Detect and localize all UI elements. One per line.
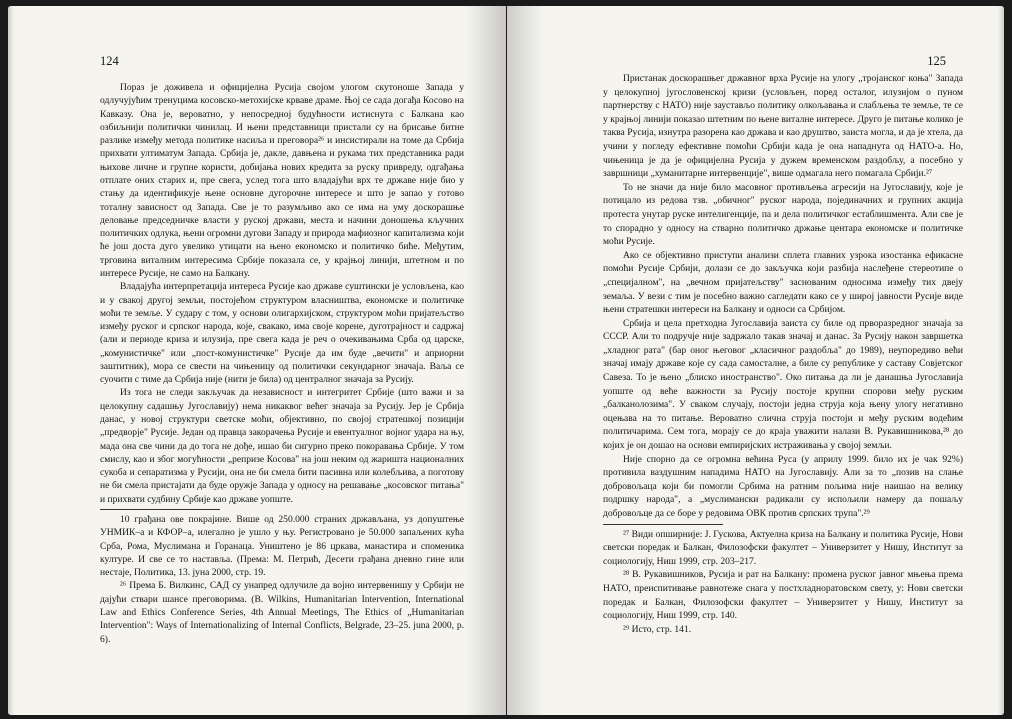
paragraph: Владајућа интерпретација интереса Русије као државе суштински је условљена, као и у свакој другој земљи, постојећом структуром власништва, економске и политичке моћи те земље. У судару с том, у основи олигархијском, структуром моћи пријатељство између руског и српског народа, које, свакако, има своје корене, дуготрајност и садржај (али и периоде криза и илузија, пре свега када је реч о очекивањима Срба од царске, „комунистичке" или „пост-комунистичке" Русије да им буде „вечити" и априорни заштитник), мора се свести на чињеницу од политички секундарног значаја. Ваља се суочити с тиме да Србија није (нити је била) од централног значаја за Русију. xyxy=(100,281,464,386)
page-number: 125 xyxy=(927,54,946,68)
footnote: ²⁸ В. Рукавишников, Русија и рат на Балкану: промена руског јавног мњења према НАТО, преиспитивање равнотеже снага у постхладноратовском свету, у: Нови светски поредак и Балкан, Филозофски факултет – Универзитет у Нишу, Институт за социологију, Ниш 1999, стр. 140. xyxy=(603,569,963,622)
paragraph: Пораз је доживела и официјелна Русија својом улогом скутоноше Запада у одлучујућим тренуцима косовско-метохијске крваве драме. Њој се сада догађа Косово на Кавказу. Она је, вероватно, у непосредној будућности истиснута с Балкана као озбиљнији политички чинилац. И њени представници пристали су на брисање битне разлике између метода политике насиља и преговора²⁶ и инсистирали на томе да Србија прихвати ултиматум Запада. Србија је, дакле, давњена и рукама тих представника ради њихове личне и групне користи, добијања нових кредита за руску привреду, одгађања отплате оних старих и, пре свега, услед тога што владајући врх те државе није био у стању да идентификује њене основне дугорочне интересе и што је запао у готово тоталну зависност од Запада. Све је то разумљиво ако се има на уму доскорашње деловање председничке власти у руској држави, места и начини доношења кључних политичких одлука, њени огромни дугови Западу и природа мафиозног капитализма који ће још доста дуго увелико утицати на њено економско и политичко биће. Међутим, трговина виталним интересима Србије показала се, у крајњој линији, штетном и по интересе Русије, не само на Балкану. xyxy=(100,82,464,279)
paragraph: Пристанак доскорашњег државног врха Русије на улогу „тројанског коња" Запада у целокупној југословенској кризи (условљен, поред осталог, илузијом о пуном партнерству с НАТО) није заустављо политику олкољавања и слабљења те земље, те се у крајњој линији показао штетним по њене виталне интересе. Друго је питање колико је таква Русија, изнутра разорена као држава и као друштво, заиста могла, и да је хтела, да учини у погледу ефективне помоћи Србији када је она нападнута од НАТО-а. Но, чињеница је да је официјелна Русија у дужем временском раздобљу, а посебно у завршници „хуманитарне интервенције", више одмагала него помагала Србији.²⁷ xyxy=(603,73,963,180)
paragraph: То не значи да није било масовног противљења агресији на Југославију, које је потицало из редова тзв. „обичног" руског народа, појединачних и групних акција протеста унутар руске интелигенције, па и дела политичког естаблишмента. Али све је то спорадно у односу на стварно политичко држање центара економске и политичке моћи Русије. xyxy=(603,181,963,248)
paragraph: Србија и цела претходна Југославија заиста су биле од прворазредног значаја за СССР. Али то подручје није задржало такав значај и данас. За Русију након завршетка „хладног рата" (бар оног његовог „класичног раздобља" до 1989), неупоредиво већи значај имају државе које су сада самосталне, а биле су републике у саставу Совјетског Савеза. То је њено „блиско иностранство". Око питања да ли је данашња Југославија уопште од веће важности за Русију постоје крупни спорови међу руским „балканолозима". У сваком случају, постоји једна струја која њену улогу негативно оцењава на то питање. Вероватно слична струја постоји и међу руским водећим политичарима. Сем тога, морају се до краја уважити налази В. Рукавишникова,²⁸ до којих је он дошао на основи емпиријских истраживања у својој земљи. xyxy=(603,317,963,452)
footnote: ²⁶ Према Б. Вилкинс, САД су унапред одлучиле да војно интервенишу у Србији не дајући ствари шансе преговорима. (B. Wilkins, Humanitarian Intervention, International Law and Ethics Conference Series, 4th Annual Meetings, The Ethics of „Humanitarian Intervention": Ways of Internationalizing of Internal Conflicts, Belgrade, 23–25. juna 2000, p. 6). xyxy=(100,580,464,645)
gutter-shadow xyxy=(466,6,506,715)
page-body xyxy=(100,81,464,646)
footnote: 10 грађана ове покрајине. Више од 250.000 страних држављана, уз допуштење УНМИК–а и КФОР–а, илегално је ушло у њу. Регистровано је 50.000 запаљених кућа Срба, Рома, Муслимана и Горанаца. Уништено је 86 цркава, манастира и споменика културе. И све се то наставља. (Према: М. Петрић, Десети грађана дневно гине или нестаје, Политика, 13. јуна 2000, стр. 19. xyxy=(100,514,464,579)
paragraph: Није спорно да се огромна већина Руса (у априлу 1999. било их је чак 92%) противила ваздушним нападима НАТО на Југославију. Али за то „позив на слање добровољаца који би помогли Србима на ратним пољима није наишао на велику подршку народа", а „муслимански радикали су испољили намеру да пошаљу добровољце да се боре у редовима ОВК против српских трупа".²⁹ xyxy=(603,453,963,519)
right-page xyxy=(507,6,1004,715)
page-edge xyxy=(998,6,1004,715)
page-number: 124 xyxy=(100,54,119,68)
gutter-shadow xyxy=(507,6,543,715)
paragraph: Ако се објективно приступи анализи сплета главних узрока изостанка ефикасне помоћи Русије Србији, долази се до закључка који разбија наслеђене стереотипе о „специјалном", на „вечном пријатељству" заснованим односима између тих двеју земаља. У вези с тим је посебно важно сагледати како се у широј јавности Русије виде њени стратешки интереси на Балкану и односи са Србијом. xyxy=(603,249,963,316)
footnote: ²⁷ Види опширније: Ј. Гускова, Актуелна криза на Балкану и политика Русије, Нови светски поредак и Балкан, Филозофски факултет – Универзитет у Нишу, Институт за социологију, Ниш 1999, стр. 203–217. xyxy=(603,528,963,567)
left-page xyxy=(8,6,506,715)
footnote-rule xyxy=(100,509,220,510)
page-body xyxy=(603,72,963,636)
paragraph: Из тога не следи закључак да независност и интегритет Србије (што важи и за целокупну садашњу Југославију) нема никаквог већег значаја за Русију. Јер је Србија данас, у новој структури светске моћи, објективно, по својој стратешкој позицији „предворје" Русије. Један од правца закорачења Русије и евентуалног војног удара на њу, мада она све чини да до тога не дође, ишао би сигурно преко покоравања Србије. У том смислу, као и због могућности „репризе Косова" на још неким од жаришта националних сукоба и сепаратизма у Русији, она не би смела бити пасивна или колебљива, а поготову не би смела пристајати да буде оружје Запада у односу на решавање „косовског питања" и прихвати судбину Србије као државе уопште. xyxy=(100,387,464,505)
footnote-rule xyxy=(603,524,723,525)
footnote: ²⁹ Исто, стр. 141. xyxy=(623,623,692,635)
page-edge xyxy=(8,6,14,715)
